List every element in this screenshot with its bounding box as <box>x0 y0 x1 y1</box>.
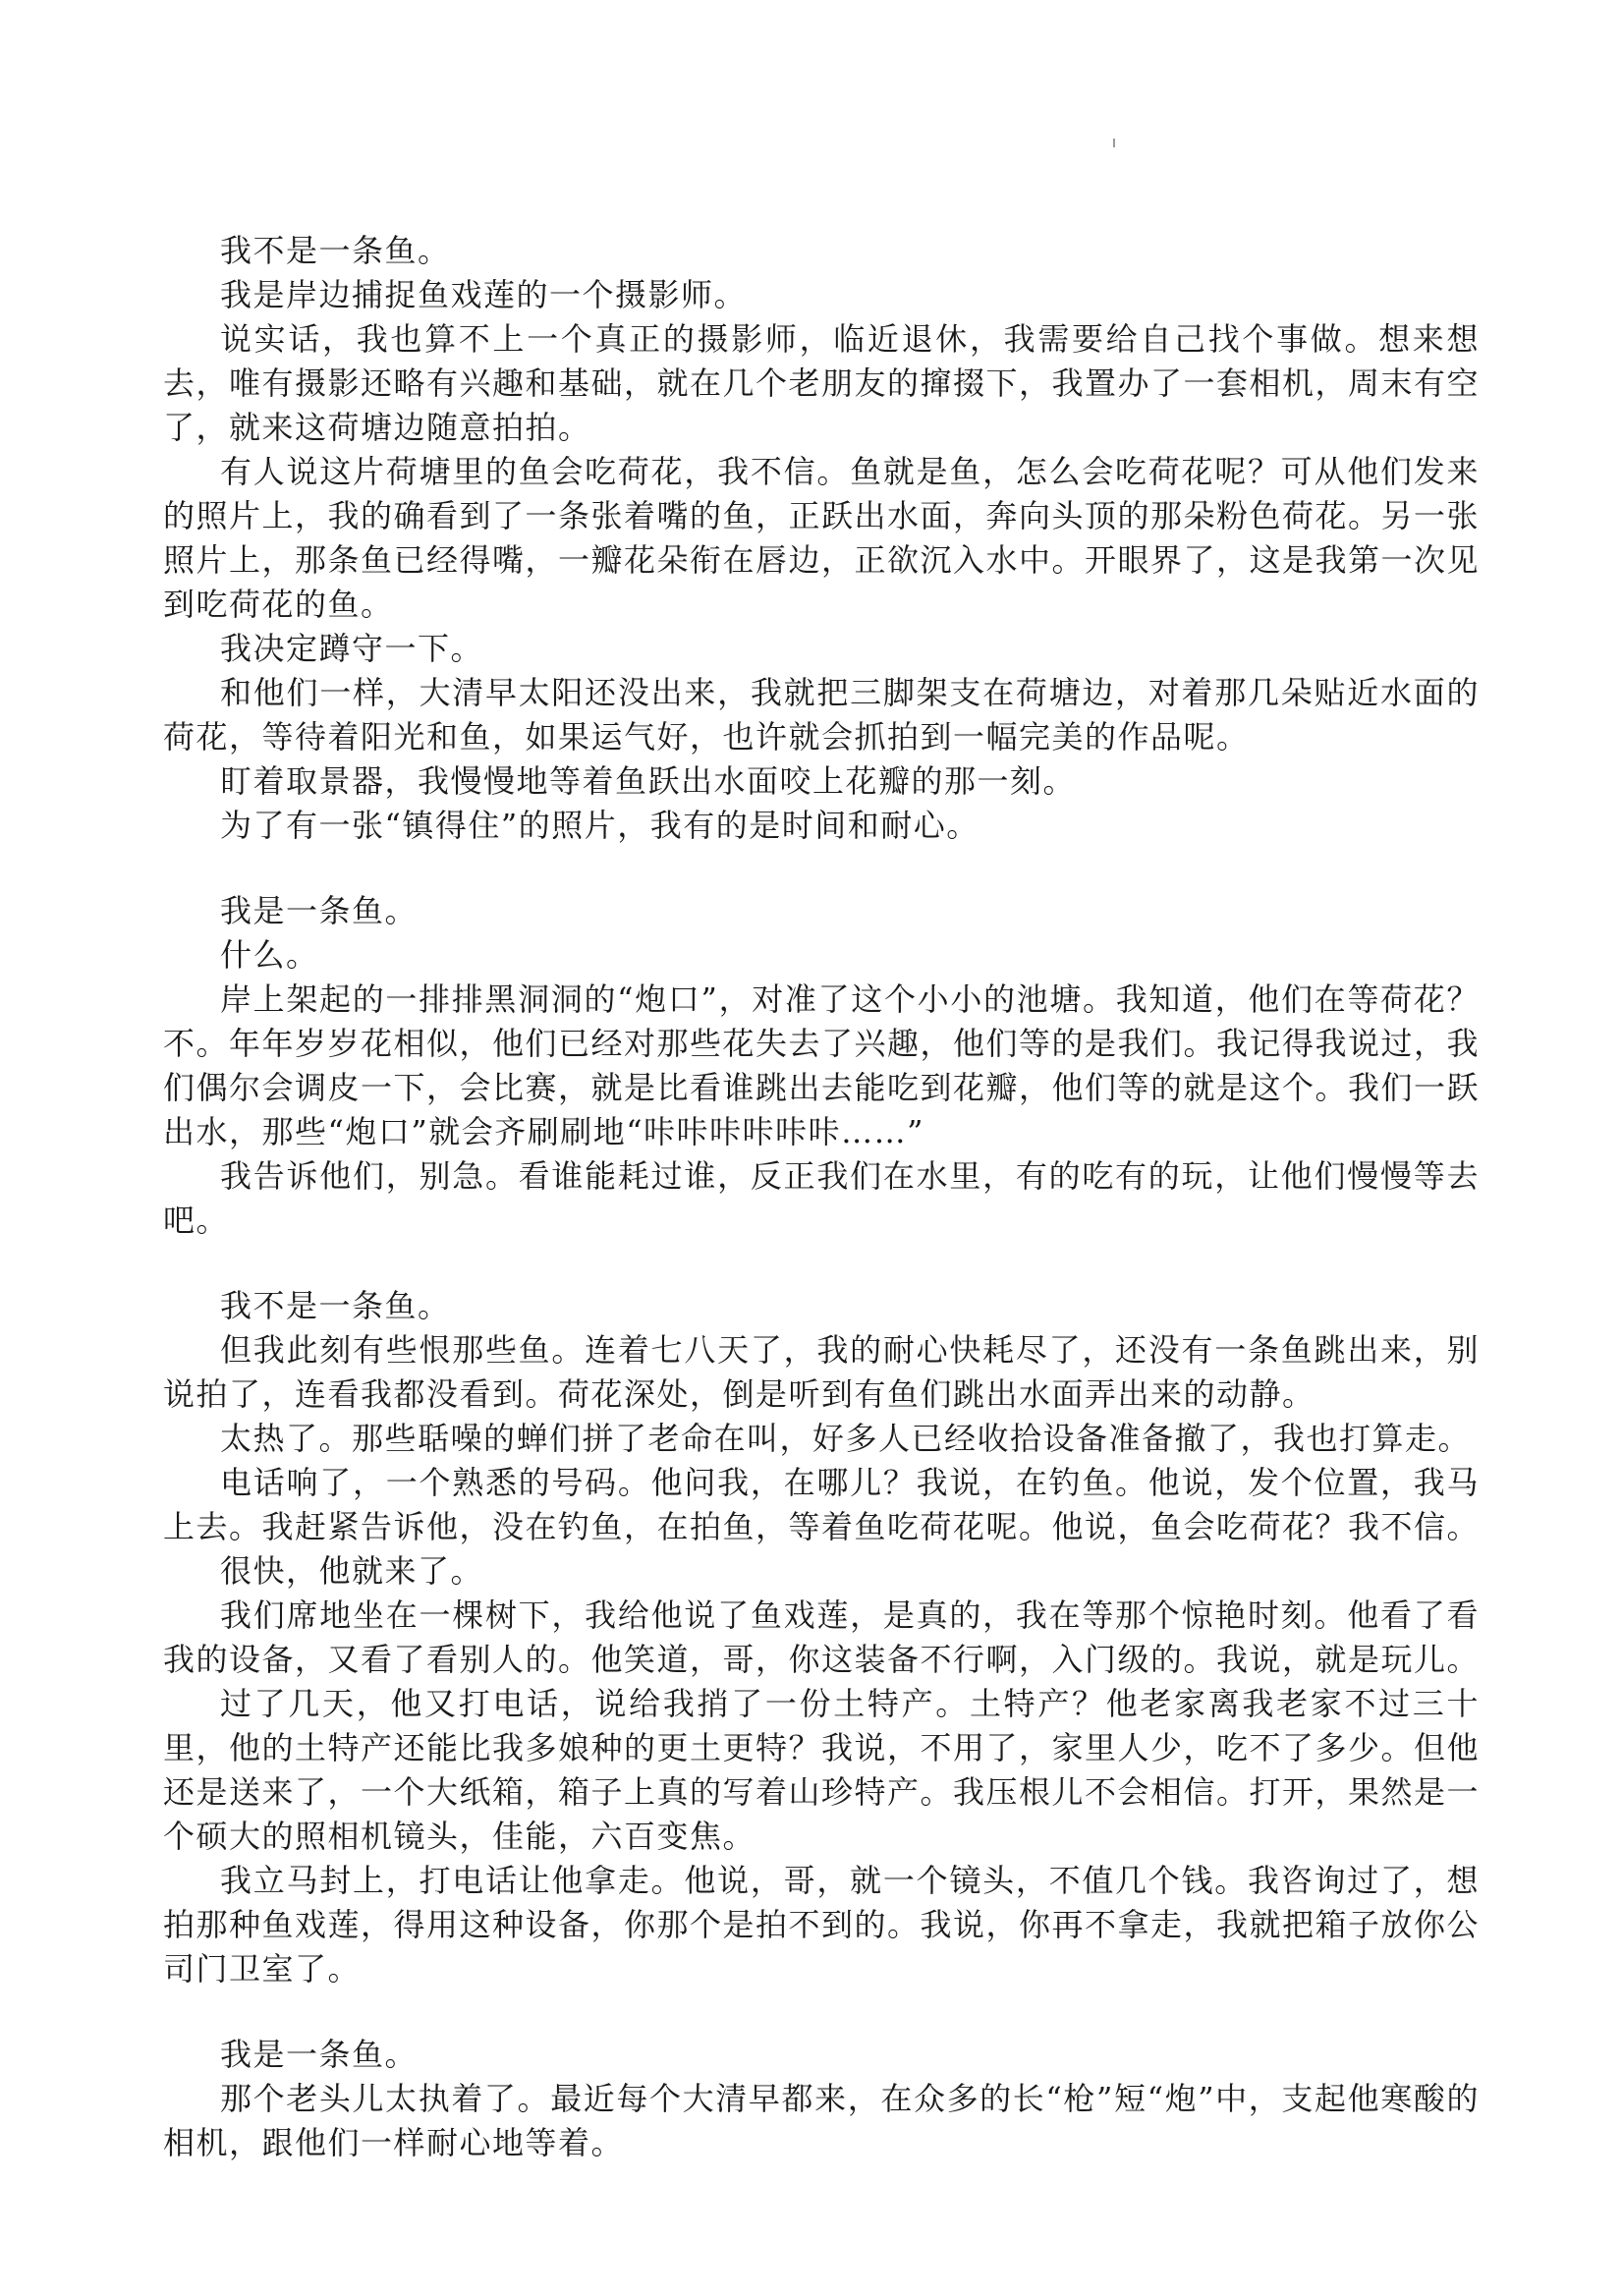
story-paragraph: 我立马封上，打电话让他拿走。他说，哥，就一个镜头，不值几个钱。我咨询过了，想拍那种鱼戏莲，得用这种设备，你那个是拍不到的。我说，你再不拿走，我就把箱子放你公司门卫室了。 <box>163 1862 1481 1988</box>
story-paragraph: 我不是一条鱼。 <box>220 1287 451 1324</box>
story-paragraph: 为了有一张“镇得住”的照片，我有的是时间和耐心。 <box>220 807 979 844</box>
story-section <box>163 1284 1480 1991</box>
scan-speck <box>1113 139 1115 147</box>
story-paragraph: 很快，他就来了。 <box>220 1552 484 1590</box>
story-paragraph: 我是一条鱼。 <box>220 2036 419 2073</box>
story-paragraph: 那个老头儿太执着了。最近每个大清早都来，在众多的长“枪”短“炮”中，支起他寒酸的相机，跟他们一样耐心地等着。 <box>163 2080 1480 2161</box>
story-section <box>163 2033 1480 2165</box>
story-paragraph: 我告诉他们，别急。看谁能耗过谁，反正我们在水里，有的吃有的玩，让他们慢慢等去吧。 <box>163 1157 1480 1239</box>
story-paragraph: 我不是一条鱼。 <box>220 232 451 269</box>
story-paragraph: 电话响了，一个熟悉的号码。他问我，在哪儿？我说，在钓鱼。他说，发个位置，我马上去。我赶紧告诉他，没在钓鱼，在拍鱼，等着鱼吃荷花呢。他说，鱼会吃荷花？我不信。 <box>163 1464 1481 1545</box>
story-section <box>163 229 1480 848</box>
story-text <box>163 229 1480 2207</box>
story-paragraph: 什么。 <box>220 936 319 974</box>
story-paragraph: 我们席地坐在一棵树下，我给他说了鱼戏莲，是真的，我在等那个惊艳时刻。他看了看我的设备，又看了看别人的。他笑道，哥，你这装备不行啊，入门级的。我说，就是玩儿。 <box>163 1596 1481 1678</box>
story-paragraph: 岸上架起的一排排黑洞洞的“炮口”，对准了这个小小的池塘。我知道，他们在等荷花？不。年年岁岁花相似，他们已经对那些花失去了兴趣，他们等的是我们。我记得我说过，我们偶尔会调皮一下，会比赛，就是比看谁跳出去能吃到花瓣，他们等的就是这个。我们一跃出水，那些“炮口”就会齐刷刷地“咔咔咔咔咔咔……” <box>163 980 1481 1150</box>
story-paragraph: 过了几天，他又打电话，说给我捎了一份土特产。土特产？他老家离我老家不过三十里，他的土特产还能比我多娘种的更土更特？我说，不用了，家里人少，吃不了多少。但他还是送来了，一个大纸箱，箱子上真的写着山珍特产。我压根儿不会相信。打开，果然是一个硕大的照相机镜头，佳能，六百变焦。 <box>163 1685 1481 1855</box>
story-paragraph: 我是一条鱼。 <box>220 892 419 929</box>
story-paragraph: 盯着取景器，我慢慢地等着鱼跃出水面咬上花瓣的那一刻。 <box>220 762 1077 800</box>
story-paragraph: 太热了。那些聒噪的蝉们拼了老命在叫，好多人已经收拾设备准备撤了，我也打算走。 <box>220 1420 1472 1457</box>
story-paragraph: 我是岸边捕捉鱼戏莲的一个摄影师。 <box>220 276 748 313</box>
story-paragraph: 有人说这片荷塘里的鱼会吃荷花，我不信。鱼就是鱼，怎么会吃荷花呢？可从他们发来的照片上，我的确看到了一条张着嘴的鱼，正跃出水面，奔向头顶的那朵粉色荷花。另一张照片上，那条鱼已经得嘴，一瓣花朵衔在唇边，正欲沉入水中。开眼界了，这是我第一次见到吃荷花的鱼。 <box>163 453 1481 623</box>
story-paragraph: 我决定蹲守一下。 <box>220 630 484 667</box>
story-paragraph: 但我此刻有些恨那些鱼。连着七八天了，我的耐心快耗尽了，还没有一条鱼跳出来，别说拍了，连看我都没看到。荷花深处，倒是听到有鱼们跳出水面弄出来的动静。 <box>163 1331 1480 1413</box>
story-paragraph: 说实话，我也算不上一个真正的摄影师，临近退休，我需要给自己找个事做。想来想去，唯有摄影还略有兴趣和基础，就在几个老朋友的撺掇下，我置办了一套相机，周末有空了，就来这荷塘边随意拍拍。 <box>163 320 1481 446</box>
story-section <box>163 889 1480 1243</box>
story-paragraph: 和他们一样，大清早太阳还没出来，我就把三脚架支在荷塘边，对着那几朵贴近水面的荷花，等待着阳光和鱼，如果运气好，也许就会抓拍到一幅完美的作品呢。 <box>163 674 1480 756</box>
